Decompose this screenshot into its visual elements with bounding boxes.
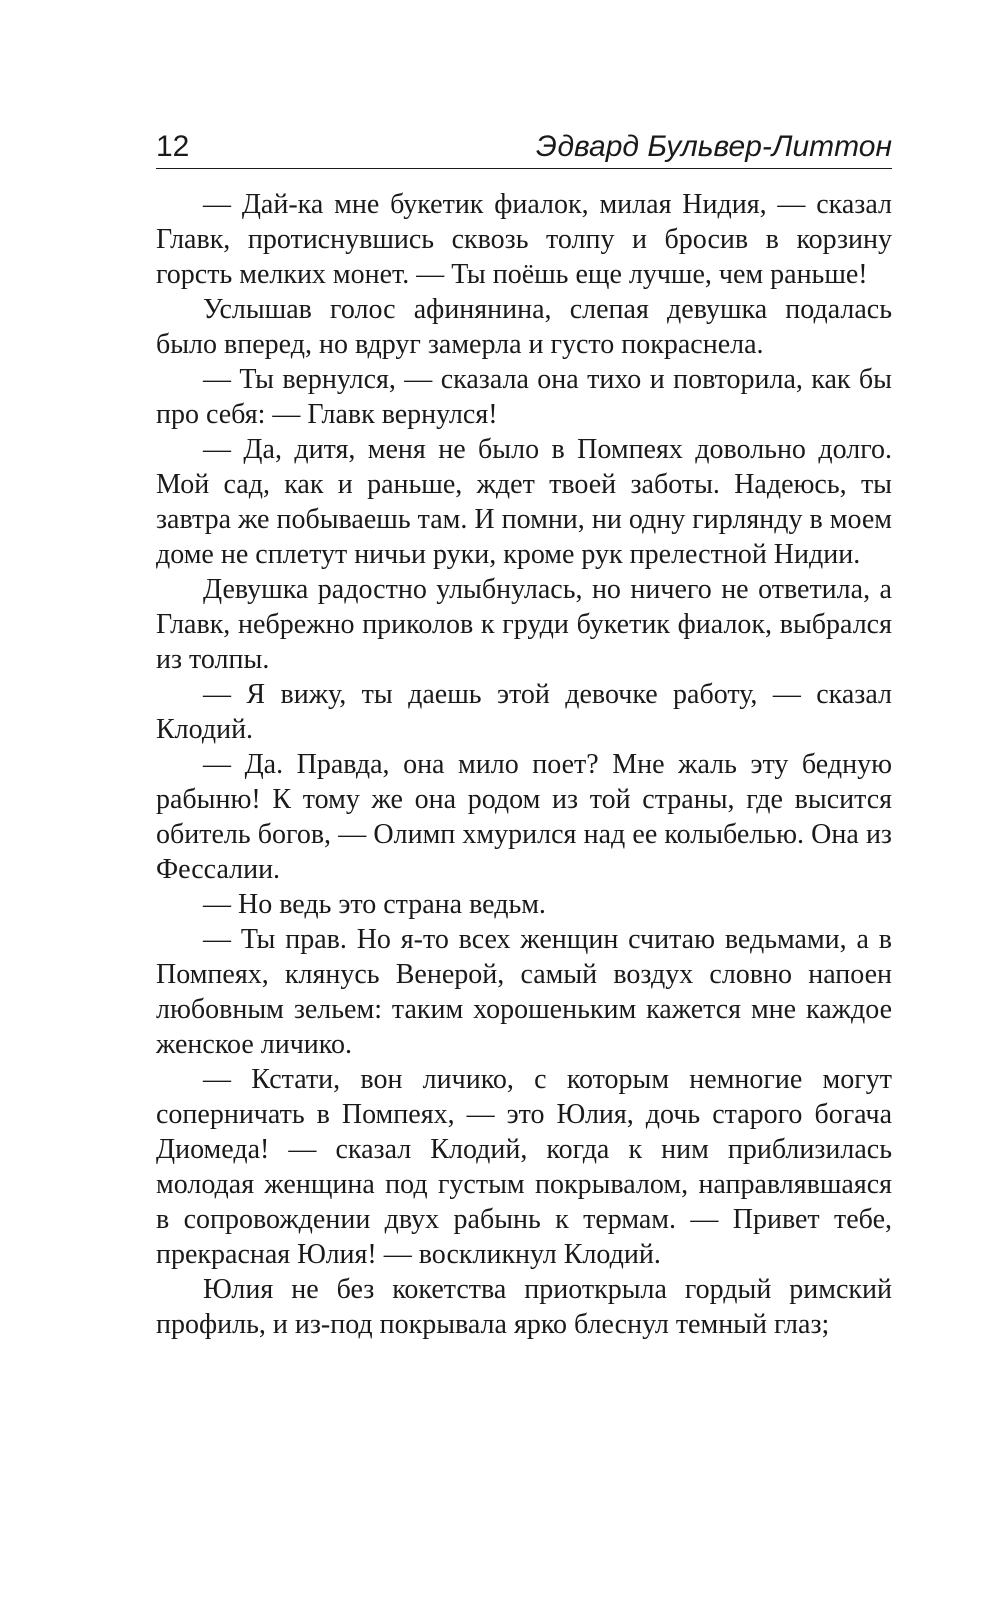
paragraph: — Дай-ка мне букетик фиалок, милая Нидия, — сказал Главк, протиснувшись сквозь толпу и бросив в корзину горсть мелких монет. — Ты поёшь еще лучше, чем раньше!	[156, 189, 892, 290]
running-header	[156, 118, 892, 169]
book-page	[156, 118, 892, 1342]
paragraph: — Ты прав. Но я-то всех женщин считаю ведьмами, а в Помпеях, клянусь Венерой, самый воздух словно напоен любовным зельем: таким хорошеньким кажется мне каждое женское личико.	[156, 924, 892, 1060]
paragraph: — Да. Правда, она мило поет? Мне жаль эту бедную рабыню! К тому же она родом из той страны, где высится обитель богов, — Олимп хмурился над ее колыбелью. Она из Фессалии.	[156, 749, 892, 885]
paragraph: Услышав голос афинянина, слепая девушка подалась было вперед, но вдруг замерла и густо покраснела.	[156, 294, 892, 360]
paragraph: — Ты вернулся, — сказала она тихо и повторила, как бы про себя: — Главк вернулся!	[156, 364, 892, 430]
paragraph: — Но ведь это страна ведьм.	[203, 889, 546, 920]
paragraph: — Да, дитя, меня не было в Помпеях довольно долго. Мой сад, как и раньше, ждет твоей заботы. Надеюсь, ты завтра же побываешь там. И помни, ни одну гирлянду в моем доме не сплетут ничьи руки, кроме рук прелестной Нидии.	[156, 434, 892, 570]
running-title: Эдвард Бульвер-Литтон	[535, 130, 892, 163]
page-number: 12	[156, 130, 190, 163]
body-text	[156, 187, 892, 1342]
paragraph: — Я вижу, ты даешь этой девочке работу, — сказал Клодий.	[156, 679, 892, 745]
paragraph: Юлия не без кокетства приоткрыла гордый римский профиль, и из-под покрывала ярко блеснул темный глаз;	[156, 1274, 892, 1340]
paragraph: — Кстати, вон личико, с которым немногие могут соперничать в Помпеях, — это Юлия, дочь старого богача Диомеда! — сказал Клодий, когда к ним приблизилась молодая женщина под густым покрывалом, направлявшаяся в сопровождении двух рабынь к термам. — Привет тебе, прекрасная Юлия! — воскликнул Клодий.	[156, 1064, 892, 1270]
paragraph: Девушка радостно улыбнулась, но ничего не ответила, а Главк, небрежно приколов к груди букетик фиалок, выбрался из толпы.	[156, 574, 892, 675]
